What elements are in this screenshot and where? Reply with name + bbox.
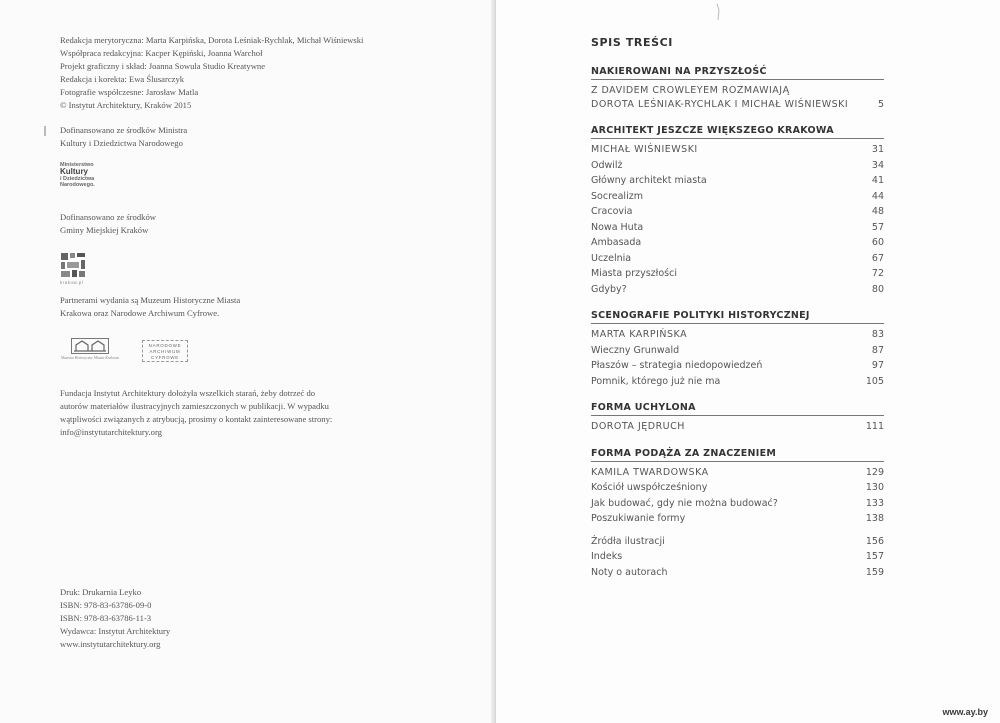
toc-entry-title: Kościół uwspółcześniony xyxy=(591,482,708,493)
toc-entry xyxy=(591,251,884,267)
toc-entry xyxy=(591,142,884,158)
toc-entry xyxy=(591,266,884,282)
toc-section xyxy=(591,402,884,435)
toc-entry xyxy=(591,496,884,512)
toc-entry-page: 83 xyxy=(871,329,884,340)
toc-entry xyxy=(591,343,884,359)
krakow-logo-icon xyxy=(60,252,86,278)
toc-entry xyxy=(591,204,884,220)
toc-entry-title: Poszukiwanie formy xyxy=(591,513,686,524)
partners-note xyxy=(60,294,240,320)
toc-entry-page: 138 xyxy=(865,513,884,524)
toc-entry-title: Jak budować, gdy nie można budować? xyxy=(591,497,778,509)
toc-entry-title: Pomnik, którego już nie ma xyxy=(591,375,721,387)
toc-entry-page: 48 xyxy=(871,206,884,217)
toc-entry-title: Z DAVIDEM CROWLEYEM ROZMAWIAJĄ xyxy=(591,85,790,96)
archive-logo-text: ARCHIWUM xyxy=(149,349,181,354)
credit-line: Redakcja i korekta: Ewa Ślusarczyk xyxy=(60,74,185,84)
archive-logo-text: NARODOWE xyxy=(148,343,182,348)
toc-entry-title: Gdyby? xyxy=(591,283,627,295)
archive-logo xyxy=(142,340,188,362)
toc-entry-page: 130 xyxy=(865,482,884,493)
pen-mark xyxy=(44,126,46,136)
toc-entry xyxy=(591,327,884,343)
toc-section xyxy=(591,125,884,297)
funding-line: Kultury i Dziedzictwa Narodowego xyxy=(60,138,183,148)
museum-logo xyxy=(60,338,120,361)
toc-entry-title: Indeks xyxy=(591,551,623,562)
print-info xyxy=(60,586,170,651)
toc-entry xyxy=(591,97,884,113)
toc-entry xyxy=(591,511,884,527)
isbn-line: ISBN: 978-83-63786-11-3 xyxy=(60,613,152,623)
toc-entry xyxy=(591,358,884,374)
toc-entry-title: MICHAŁ WIŚNIEWSKI xyxy=(591,144,698,155)
toc-entry-page: 105 xyxy=(865,375,884,387)
toc-entry-page: 80 xyxy=(871,283,884,295)
toc-entry xyxy=(591,480,884,496)
toc-entry-title: Miasta przyszłości xyxy=(591,268,677,279)
toc-entry-title: Noty o autorach xyxy=(591,566,668,578)
notice-line: autorów materiałów ilustracyjnych zamieszczonych w publikacji. W wypadku xyxy=(60,401,329,411)
publisher-line: Wydawca: Instytut Architektury xyxy=(60,626,171,636)
toc-entry xyxy=(591,220,884,236)
toc-entry-page: 44 xyxy=(871,190,884,202)
copyright-line: © Instytut Architektury, Kraków 2015 xyxy=(60,100,192,110)
toc-entry-title: Uczelnia xyxy=(591,252,632,264)
publisher-website: www.instytutarchitektury.org xyxy=(60,639,161,649)
partners-line: Krakowa oraz Narodowe Archiwum Cyfrowe. xyxy=(60,308,220,318)
toc-section-title: FORMA PODĄŻA ZA ZNACZENIEM xyxy=(591,448,884,462)
toc-entry xyxy=(591,189,884,205)
toc-entry-title: DOROTA LEŚNIAK-RYCHLAK I MICHAŁ WIŚNIEWSKI xyxy=(591,98,849,110)
printer-line: Druk: Drukarnia Leyko xyxy=(60,587,142,597)
toc-entry-title: MARTA KARPIŃSKA xyxy=(591,329,688,340)
credit-line: Fotografie współczesne: Jarosław Matla xyxy=(60,87,199,97)
toc-entry xyxy=(591,282,884,298)
toc-entry xyxy=(591,565,884,581)
museum-building-icon xyxy=(71,338,109,354)
toc-entry xyxy=(591,173,884,189)
toc-section xyxy=(591,448,884,527)
toc-entry-page: 72 xyxy=(871,268,884,279)
toc-entry-title: Ambasada xyxy=(591,237,642,248)
city-funding-note xyxy=(60,211,156,237)
toc-entry-page: 67 xyxy=(871,252,884,264)
toc-entry-page: 129 xyxy=(865,466,884,478)
ministry-logo-text: Ministerstwo xyxy=(60,162,94,168)
imprint-page xyxy=(0,0,494,723)
toc-entry-page: 157 xyxy=(865,551,884,562)
toc-entry-page: 156 xyxy=(865,535,884,547)
toc-entry-page: 31 xyxy=(871,144,884,155)
funding-line: Gminy Miejskiej Kraków xyxy=(60,225,149,235)
toc-section xyxy=(591,310,884,389)
toc-entry-title: Nowa Huta xyxy=(591,221,644,233)
paper-mark xyxy=(716,4,720,20)
table-of-contents xyxy=(591,36,884,580)
toc-entry-title: Odwilż xyxy=(591,159,623,171)
funding-line: Dofinansowano ze środków Ministra xyxy=(60,125,188,135)
archive-logo-text: CYFROWE xyxy=(150,355,180,360)
ministry-logo-text: Kultury xyxy=(60,167,88,176)
toc-entry-title: Socrealizm xyxy=(591,190,643,202)
ministry-logo-text: Narodowego. xyxy=(60,182,95,188)
toc-entry-title: Płaszów – strategia niedopowiedzeń xyxy=(591,360,763,371)
toc-entry-title: DOROTA JĘDRUCH xyxy=(591,421,685,432)
ministry-logo xyxy=(60,162,95,188)
contact-email: info@instytutarchitektury.org xyxy=(60,427,162,437)
toc-entry xyxy=(591,534,884,550)
toc-entry-page: 57 xyxy=(871,221,884,233)
toc-section-title: FORMA UCHYLONA xyxy=(591,402,884,416)
editorial-credits xyxy=(60,34,363,112)
toc-entry xyxy=(591,235,884,251)
toc-entry-page: 60 xyxy=(871,237,884,248)
toc-entry-page: 5 xyxy=(877,98,884,110)
krakow-logo-url: krakow.pl xyxy=(60,280,84,285)
toc-entry-page: 87 xyxy=(871,344,884,356)
toc-entry-page: 97 xyxy=(871,360,884,371)
toc-entry xyxy=(591,374,884,390)
toc-section xyxy=(591,66,884,112)
credit-line: Projekt graficzny i skład: Joanna Sowula Studio Kreatywne xyxy=(60,61,266,71)
credit-line: Współpraca redakcyjna: Kacper Kępiński, Joanna Warchoł xyxy=(60,48,263,58)
toc-entry xyxy=(591,549,884,565)
partners-line: Partnerami wydania są Muzeum Historyczne Miasta xyxy=(60,295,241,305)
toc-entry-page: 41 xyxy=(871,175,884,186)
funding-line: Dofinansowano ze środków xyxy=(60,212,156,222)
toc-entry-title: Główny architekt miasta xyxy=(591,175,707,186)
ministry-funding-note xyxy=(60,124,187,150)
toc-section-title: NAKIEROWANI NA PRZYSZŁOŚĆ xyxy=(591,66,884,80)
contents-page xyxy=(496,0,1000,723)
ministry-logo-text: i Dziedzictwa xyxy=(60,176,95,182)
notice-line: wątpliwości związanych z atrybucją, prosimy o kontakt zainteresowane strony: xyxy=(60,414,333,424)
toc-section-title: SCENOGRAFIE POLITYKI HISTORYCZNEJ xyxy=(591,310,884,324)
watermark: www.ay.by xyxy=(942,707,988,717)
toc-entry-title: Wieczny Grunwald xyxy=(591,344,680,356)
toc-entry-page: 111 xyxy=(865,421,884,432)
toc-entry-page: 34 xyxy=(871,159,884,171)
toc-entry xyxy=(591,465,884,481)
toc-entry-page: 133 xyxy=(865,497,884,509)
attribution-notice xyxy=(60,387,332,439)
toc-section-title: ARCHITEKT JESZCZE WIĘKSZEGO KRAKOWA xyxy=(591,125,884,139)
notice-line: Fundacja Instytut Architektury dołożyła wszelkich starań, żeby dotrzeć do xyxy=(60,388,316,398)
toc-entry-page: 159 xyxy=(865,566,884,578)
toc-entry-title: Cracovia xyxy=(591,206,633,217)
toc-entry-title: Źródła ilustracji xyxy=(591,535,665,547)
toc-entry-title: KAMILA TWARDOWSKA xyxy=(591,466,709,478)
credit-line: Redakcja merytoryczna: Marta Karpińska, Dorota Leśniak-Rychlak, Michał Wiśniewski xyxy=(60,35,364,45)
toc-entry xyxy=(591,158,884,174)
toc-title: SPIS TREŚCI xyxy=(591,36,674,49)
toc-back-matter xyxy=(591,534,884,581)
toc-entry xyxy=(591,419,884,435)
isbn-line: ISBN: 978-83-63786-09-0 xyxy=(60,600,152,610)
museum-logo-caption: Muzeum Historyczne Miasta Krakowa xyxy=(60,356,120,360)
